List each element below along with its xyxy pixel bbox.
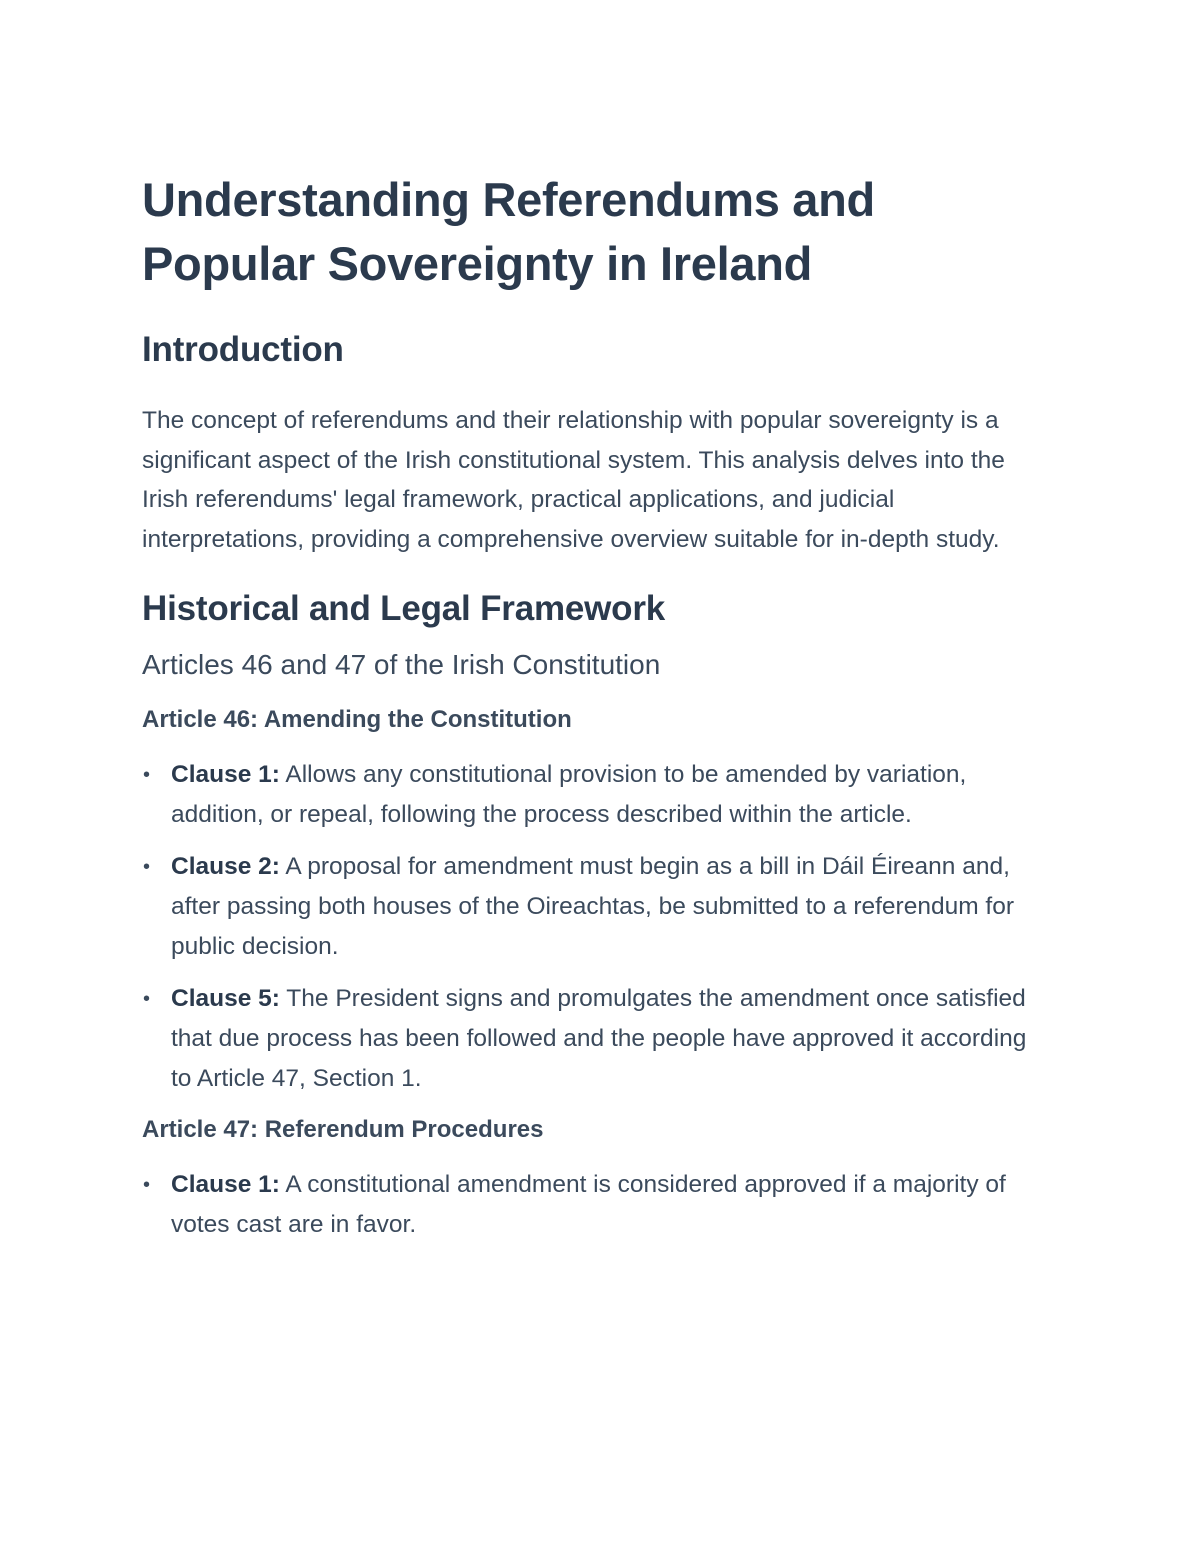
bullet-icon: • bbox=[143, 988, 151, 1010]
bullet-icon: • bbox=[143, 764, 151, 786]
articles-subheading: Articles 46 and 47 of the Irish Constitution bbox=[142, 649, 661, 680]
clause-label: Clause 1: bbox=[171, 761, 280, 788]
framework-heading: Historical and Legal Framework bbox=[142, 589, 666, 628]
clause-label: Clause 1: bbox=[171, 1171, 280, 1198]
article-46-heading: Article 46: Amending the Constitution bbox=[142, 706, 572, 733]
introduction-heading: Introduction bbox=[142, 330, 344, 369]
article-47-heading: Article 47: Referendum Procedures bbox=[142, 1116, 544, 1143]
list-item bbox=[142, 1165, 1052, 1245]
article-47-clause-list bbox=[142, 1165, 1052, 1245]
document-title: Understanding Referendums and Popular Sovereignty in Ireland bbox=[142, 173, 875, 290]
list-item bbox=[142, 755, 1052, 835]
clause-text: A proposal for amendment must begin as a bill in Dáil Éireann and, after passing both houses of the Oireachtas, be submitted to a referendum for public decision. bbox=[171, 853, 1015, 960]
list-item bbox=[142, 847, 1052, 967]
article-46-clause-list bbox=[142, 755, 1052, 1099]
clause-text: The President signs and promulgates the amendment once satisfied that due process has been followed and the people have approved it according to Article 47, Section 1. bbox=[171, 985, 1027, 1092]
introduction-paragraph: The concept of referendums and their relationship with popular sovereignty is a significant aspect of the Irish constitutional system. This analysis delves into the Irish referendums' legal framework, practical applications, and judicial interpretations, providing a comprehensive overview suitable for in-depth study. bbox=[142, 407, 1005, 553]
list-item bbox=[142, 979, 1052, 1099]
clause-text: Allows any constitutional provision to be amended by variation, addition, or repeal, following the process described within the article. bbox=[171, 761, 967, 828]
bullet-icon: • bbox=[143, 1174, 151, 1196]
clause-label: Clause 5: bbox=[171, 985, 280, 1012]
bullet-icon: • bbox=[143, 856, 151, 878]
clause-text: A constitutional amendment is considered approved if a majority of votes cast are in favor. bbox=[171, 1171, 1006, 1238]
document-page bbox=[142, 168, 1052, 1257]
clause-label: Clause 2: bbox=[171, 853, 280, 880]
